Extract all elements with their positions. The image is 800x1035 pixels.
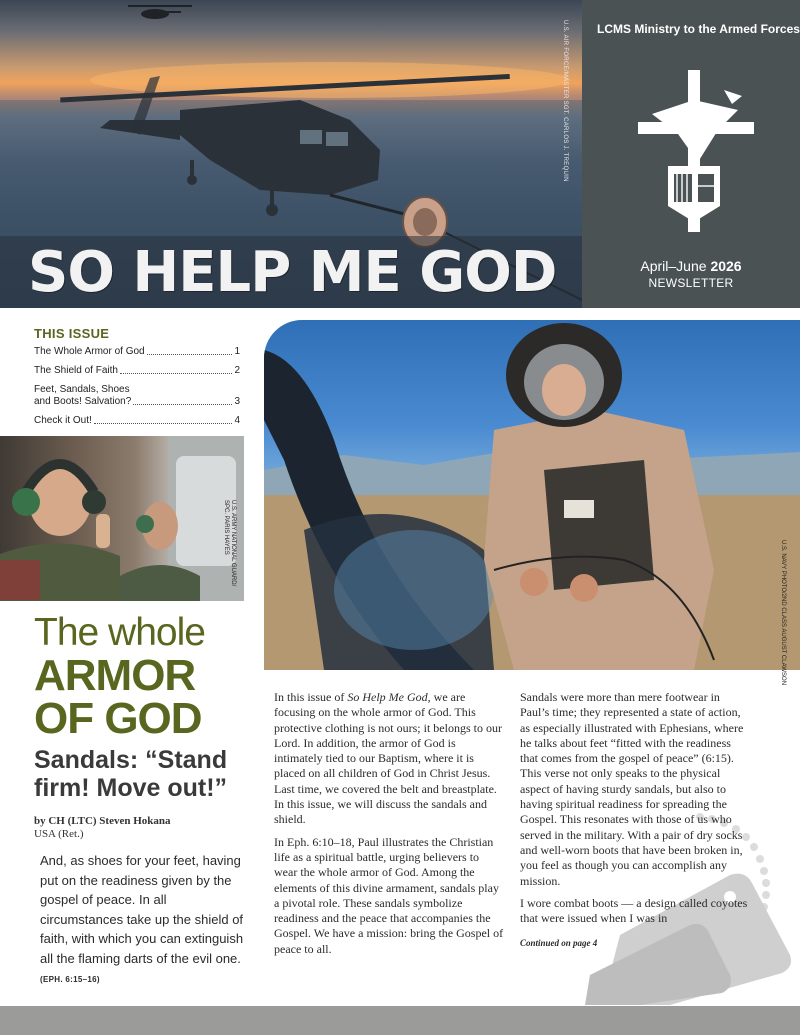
toc-item-page: 4 (234, 415, 240, 426)
toc-leader (147, 354, 232, 355)
toc-item-label: Feet, Sandals, Shoes and Boots! Salvation? (34, 384, 132, 407)
scripture-quote (40, 851, 252, 990)
toc-item-page: 2 (234, 365, 240, 376)
cross-eagle-emblem-icon (638, 70, 754, 237)
headline-line-2: ARMOR (34, 651, 196, 700)
footer-bar (0, 1006, 800, 1035)
hero-photo-credit: U.S. AIR FORCE/MASTER SGT. CARLOS J. TREQUIN (562, 20, 568, 182)
toc-item[interactable] (34, 365, 240, 377)
byline-name: by CH (LTC) Steven Hokana (34, 815, 171, 827)
toc-item-label: The Whole Armor of God (34, 346, 145, 357)
article-column-1 (274, 690, 504, 964)
byline-rank: USA (Ret.) (34, 828, 84, 840)
issue-date-prefix: April–June (640, 258, 707, 274)
article-column-2 (520, 690, 750, 952)
table-of-contents (34, 326, 240, 434)
toc-item-page: 3 (234, 396, 240, 407)
toc-heading: THIS ISSUE (34, 326, 110, 341)
article-headline (34, 611, 254, 743)
masthead-title: SO HELP ME GOD (28, 240, 557, 305)
newsletter-title-italic: So Help Me God (347, 690, 428, 704)
article-paragraph: In Eph. 6:10–18, Paul illustrates the Christian life as a spiritual battle, urging believers to wear the whole armor of God. Among the elements of this divine armament, sandals play a pivotal role. These sandals symbolize readiness and the peace that accompanies the Gospel. We have a mission: bring the Gospel of peace to all. (274, 834, 504, 956)
issue-date (582, 258, 800, 274)
scripture-text: And, as shoes for your feet, having put on the readiness given by the gospel of peace. In all circumstances take up the shield of faith, with which you can extinguish all the flaming darts of the evil one. (40, 853, 244, 966)
paragraph-text: In this issue of (274, 690, 348, 704)
masthead-side-panel (582, 0, 800, 308)
big-photo-credit: U.S. NAVY PHOTO/2ND CLASS AUGUST CLAWSON (780, 540, 786, 686)
article-subhead: Sandals: “Stand firm! Move out!” (34, 746, 228, 802)
toc-item-label: The Shield of Faith (34, 365, 118, 376)
photo-bomb-suit-technician (264, 320, 800, 686)
toc-item-page: 1 (234, 346, 240, 357)
continued-link[interactable]: Continued on page 4 (520, 938, 598, 949)
toc-item-label: Check it Out! (34, 415, 92, 426)
headline-line-3: OF GOD (34, 694, 202, 743)
issue-year: 2026 (710, 258, 742, 274)
article-paragraph: I wore combat boots — a design called coyotes that were issued when I was in (520, 895, 748, 926)
toc-leader (133, 404, 232, 405)
byline (34, 815, 244, 841)
photo-guard-soldiers (0, 436, 244, 601)
article-paragraph (274, 690, 504, 828)
toc-leader (94, 423, 232, 424)
issue-label: NEWSLETTER (648, 276, 734, 290)
toc-item[interactable] (34, 415, 240, 427)
toc-leader (120, 373, 232, 374)
toc-item[interactable] (34, 346, 240, 358)
paragraph-text: , we are focusing on the whole armor of God. This protective clothing is not ours; it belongs to our Lord. In addition, the armor of God is intimately tied to our Baptism, where it is placed on all children of God in Christ Jesus. Last time, we covered the belt and breastplate. In this issue, we will discuss the sandals and shield. (274, 690, 502, 827)
toc-item[interactable] (34, 384, 240, 408)
small-photo-credit: U.S. ARMY NATIONAL GUARD/ SPC. PARIS HAYES (223, 500, 236, 587)
headline-line-1: The whole (34, 611, 205, 654)
org-name: LCMS Ministry to the Armed Forces (597, 22, 800, 36)
article-paragraph: Sandals were more than mere footwear in Paul’s time; they represented a state of action, as especially illustrated with Ephesians, where he talks about feet “fitted with the readiness that comes from the gospel of peace” (6:15). This verse not only speaks to the physical aspect of having sturdy sandals, but also to having spiritual readiness for spreading the Gospel. This resonates with those of us who served in the military. With a pair of dry socks and well-worn boots that have been broken in, you feel as though you can accomplish any mission. (520, 690, 744, 888)
scripture-citation: (EPH. 6:15–16) (40, 975, 100, 984)
